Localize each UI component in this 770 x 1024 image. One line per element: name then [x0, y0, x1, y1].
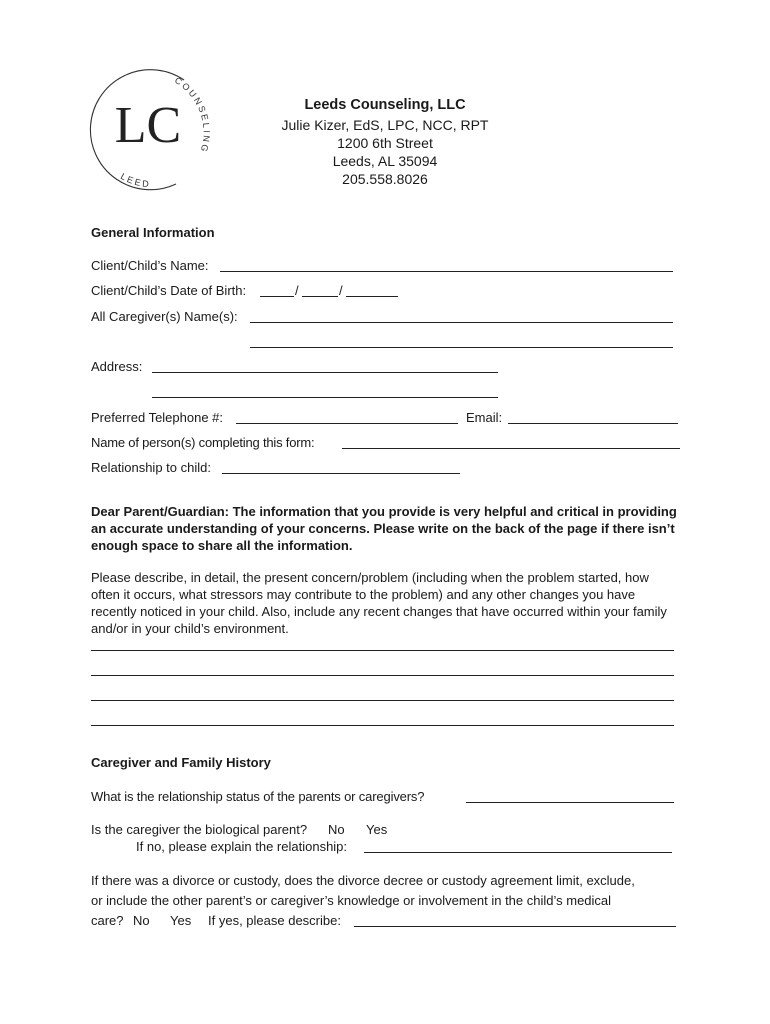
email-field[interactable] [508, 423, 678, 424]
logo-arc-bottom: LEED [118, 171, 152, 190]
family-history-heading: Caregiver and Family History [91, 755, 271, 770]
divorce-no-option[interactable]: No [133, 913, 150, 928]
completing-form-field[interactable] [342, 448, 680, 449]
address-field[interactable] [152, 372, 498, 373]
concern-instructions: Please describe, in detail, the present concern/problem (including when the problem started, how often it occurs, what stressors may contribute to the problem) and any other changes you have recently noticed in your child. Also, include any recent changes that have occurred within your family and/or in your child’s environment. [91, 570, 667, 636]
caregiver-names-field-2[interactable] [250, 347, 673, 348]
biological-parent-label: Is the caregiver the biological parent? [91, 822, 308, 837]
dob-month-field[interactable] [260, 296, 294, 297]
concern-answer-line[interactable] [91, 650, 674, 651]
explain-relationship-field[interactable] [364, 852, 672, 853]
general-info-heading: General Information [91, 225, 215, 240]
biological-no-option[interactable]: No [328, 822, 345, 837]
caregiver-names-field[interactable] [250, 322, 673, 323]
address-field-2[interactable] [152, 397, 498, 398]
divorce-question-line-3: care? [91, 913, 124, 928]
explain-relationship-label: If no, please explain the relationship: [136, 839, 348, 854]
concern-answer-line[interactable] [91, 725, 674, 726]
dob-slash-2: / [339, 283, 343, 298]
logo-monogram: LC [114, 97, 182, 154]
email-label: Email: [466, 410, 503, 425]
divorce-question-line-2: or include the other parent’s or caregiver’s knowledge or involvement in the child’s medical [91, 893, 612, 908]
logo [88, 66, 218, 201]
dob-slash-1: / [295, 283, 299, 298]
completing-form-label: Name of person(s) completing this form: [91, 435, 315, 450]
concern-answer-line[interactable] [91, 700, 674, 701]
describe-label: If yes, please describe: [208, 913, 341, 928]
company-name: Leeds Counseling, LLC [304, 97, 466, 113]
parent-guardian-notice: Dear Parent/Guardian: The information that you provide is very helpful and critical in providing an accurate understanding of your concerns. Please write on the back of the page if there isn’t enough space to share all the information. [91, 504, 677, 553]
divorce-question-line-1: If there was a divorce or custody, does the divorce decree or custody agreement limit, exclude, [91, 873, 635, 888]
child-name-label: Client/Child’s Name: [91, 258, 209, 273]
relationship-status-label: What is the relationship status of the parents or caregivers? [91, 789, 425, 804]
telephone-field[interactable] [236, 423, 458, 424]
clinician-name: Julie Kizer, EdS, LPC, NCC, RPT [281, 117, 489, 133]
concern-answer-line[interactable] [91, 675, 674, 676]
phone-number: 205.558.8026 [342, 171, 428, 187]
dob-day-field[interactable] [302, 296, 338, 297]
dob-year-field[interactable] [346, 296, 398, 297]
street-address: 1200 6th Street [337, 135, 433, 151]
divorce-yes-option[interactable]: Yes [170, 913, 192, 928]
relationship-status-field[interactable] [466, 802, 674, 803]
relationship-field[interactable] [222, 473, 460, 474]
child-name-field[interactable] [220, 271, 673, 272]
dob-label: Client/Child’s Date of Birth: [91, 283, 247, 298]
city-address: Leeds, AL 35094 [332, 153, 438, 169]
describe-field[interactable] [354, 926, 676, 927]
biological-yes-option[interactable]: Yes [366, 822, 388, 837]
logo-arc-top: COUNSELING [172, 75, 212, 155]
address-label: Address: [91, 359, 143, 374]
telephone-label: Preferred Telephone #: [91, 410, 224, 425]
relationship-label: Relationship to child: [91, 460, 211, 475]
caregiver-names-label: All Caregiver(s) Name(s): [91, 309, 238, 324]
